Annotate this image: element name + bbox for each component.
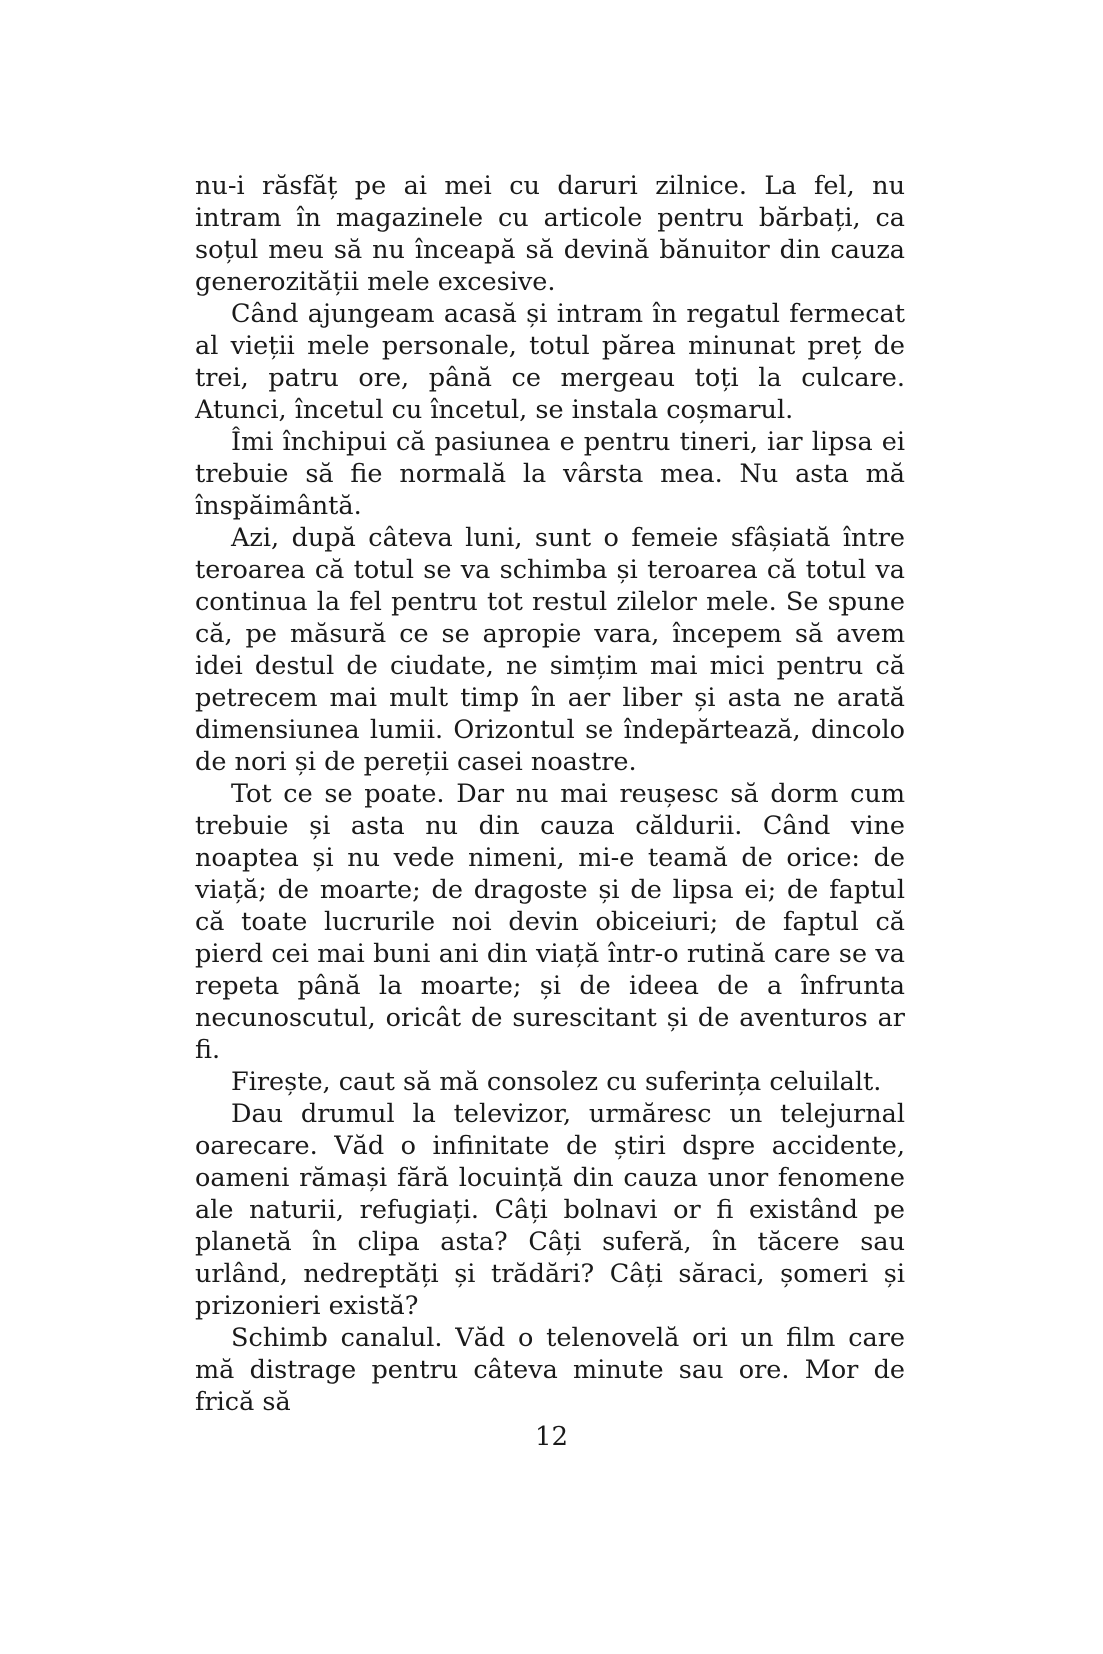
body-text bbox=[195, 170, 905, 1418]
paragraph-3: Îmi închipui că pasiunea e pentru tineri, iar lipsa ei trebuie să fie normală la vârsta mea. Nu asta mă înspăimântă. bbox=[195, 427, 905, 521]
paragraph-8: Schimb canalul. Văd o telenovelă ori un film care mă distrage pentru câteva minute sau ore. Mor de frică să bbox=[195, 1323, 905, 1417]
paragraph-5: Tot ce se poate. Dar nu mai reușesc să dorm cum trebuie și asta nu din cauza căldurii. Când vine noaptea și nu vede nimeni, mi-e teamă de orice: de viață; de moarte; de dragoste și de lipsa ei; de faptul că toate lucrurile noi devin obiceiuri; de faptul că pierd cei mai buni ani din viață într-o rutină care se va repeta până la moarte; și de ideea de a înfrunta necunoscutul, oricât de surescitant și de aventuros ar fi. bbox=[195, 779, 905, 1065]
page-number: 12 bbox=[534, 1422, 569, 1452]
paragraph-2: Când ajungeam acasă și intram în regatul fermecat al vieții mele personale, totul părea minunat preț de trei, patru ore, până ce mergeau toți la culcare. Atunci, încetul cu încetul, se instala coșmarul. bbox=[195, 299, 905, 425]
paragraph-7: Dau drumul la televizor, urmăresc un telejurnal oarecare. Văd o infinitate de știri dspre accidente, oameni rămași fără locuință din cauza unor fenomene ale naturii, refugiați. Câți bolnavi or fi existând pe planetă în clipa asta? Câți suferă, în tăcere sau urlând, nedreptăți și trădări? Câți săraci, șomeri și prizonieri există? bbox=[195, 1099, 905, 1321]
paragraph-4: Azi, după câteva luni, sunt o femeie sfâșiată între teroarea că totul se va schimba și teroarea că totul va continua la fel pentru tot restul zilelor mele. Se spune că, pe măsură ce se apropie vara, începem să avem idei destul de ciudate, ne simțim mai mici pentru că petrecem mai mult timp în aer liber și asta ne arată dimensiunea lumii. Orizontul se îndepărtează, dincolo de nori și de pereții casei noastre. bbox=[195, 523, 905, 777]
paragraph-1: nu-i răsfăț pe ai mei cu daruri zilnice. La fel, nu intram în magazinele cu articole pentru bărbați, ca soțul meu să nu înceapă să devină bănuitor din cauza generozității mele excesive. bbox=[195, 171, 905, 297]
paragraph-6: Firește, caut să mă consolez cu suferința celuilalt. bbox=[231, 1067, 882, 1097]
